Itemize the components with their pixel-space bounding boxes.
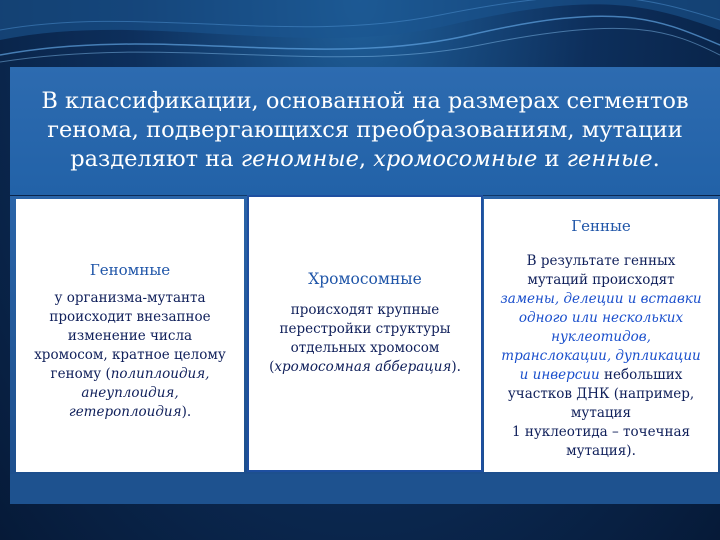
genic-line-7-post: небольших: [599, 367, 683, 383]
title-sep-2: и: [537, 146, 567, 172]
genomic-line-5: [16, 365, 244, 384]
genomic-line-7-post: ).: [181, 404, 192, 420]
genomic-polyploidy: полиплоидия,: [110, 366, 210, 382]
title-end: .: [652, 146, 660, 172]
chromosomal-mutations-card: [247, 195, 483, 472]
genomic-heteroploidy: гетероплоидия: [68, 404, 182, 420]
genic-line-2: мутаций происходят: [527, 272, 675, 288]
genomic-aneuploidy: анеуплоидия,: [81, 385, 179, 401]
decorative-wave-background: [0, 0, 720, 75]
genic-line-10: 1 нуклеотида – точечная: [511, 424, 691, 440]
chromosomal-line-1: происходят крупные: [290, 302, 440, 318]
genic-line-9: мутация: [570, 405, 632, 421]
chromosomal-line-3: отдельных хромосом: [290, 340, 440, 356]
genic-line-4: одного или нескольких: [518, 310, 684, 326]
genic-line-5: нуклеотидов,: [551, 329, 651, 345]
genomic-line-7: [16, 403, 244, 422]
genic-line-1: В результате генных: [526, 253, 676, 269]
title-sep-1: ,: [358, 146, 374, 172]
slide-title-panel: [10, 67, 720, 195]
genomic-heading: Геномные: [89, 261, 171, 279]
chromosomal-line-4-post: ).: [451, 359, 461, 375]
genic-line-8: участков ДНК (например,: [507, 386, 695, 402]
genomic-mutations-card: [16, 199, 244, 472]
title-line-2: генома, подвергающихся преобразованиям, мутации: [47, 117, 683, 143]
genic-mutations-card: [484, 199, 718, 472]
bottom-band: [10, 474, 720, 504]
chromosomal-line-2: перестройки структуры: [279, 321, 451, 337]
chromosomal-heading: Хромосомные: [308, 270, 422, 288]
genic-inversion: и инверсии: [519, 367, 600, 383]
title-line-1: В классификации, основанной на размерах сегментов: [41, 88, 689, 114]
genomic-line-5-pre: геному (: [50, 366, 111, 382]
genomic-line-3: изменение числа: [67, 328, 193, 344]
chromosomal-aberration: хромосомная абберация: [274, 359, 452, 375]
title-chromosomal: хромосомные: [373, 146, 538, 172]
chromosomal-line-4: [249, 358, 481, 377]
genic-heading: Генные: [571, 217, 631, 235]
genic-line-11: мутация).: [566, 443, 636, 459]
chromosomal-line-4-pre: (: [269, 359, 275, 375]
genomic-line-1: у организма-мутанта: [54, 290, 206, 306]
title-prefix: разделяют на: [70, 146, 241, 172]
genic-line-3: замены, делеции и вставки: [500, 291, 702, 307]
genomic-line-2: происходит внезапное: [49, 309, 211, 325]
genomic-line-4: хромосом, кратное целому: [34, 347, 226, 363]
genic-line-6: транслокации, дупликации: [501, 348, 701, 364]
title-genic: генные: [566, 146, 653, 172]
genomic-line-6: [16, 384, 244, 403]
title-line-3: [10, 145, 720, 174]
title-genomic: геномные: [240, 146, 359, 172]
genic-line-7: [484, 366, 718, 385]
